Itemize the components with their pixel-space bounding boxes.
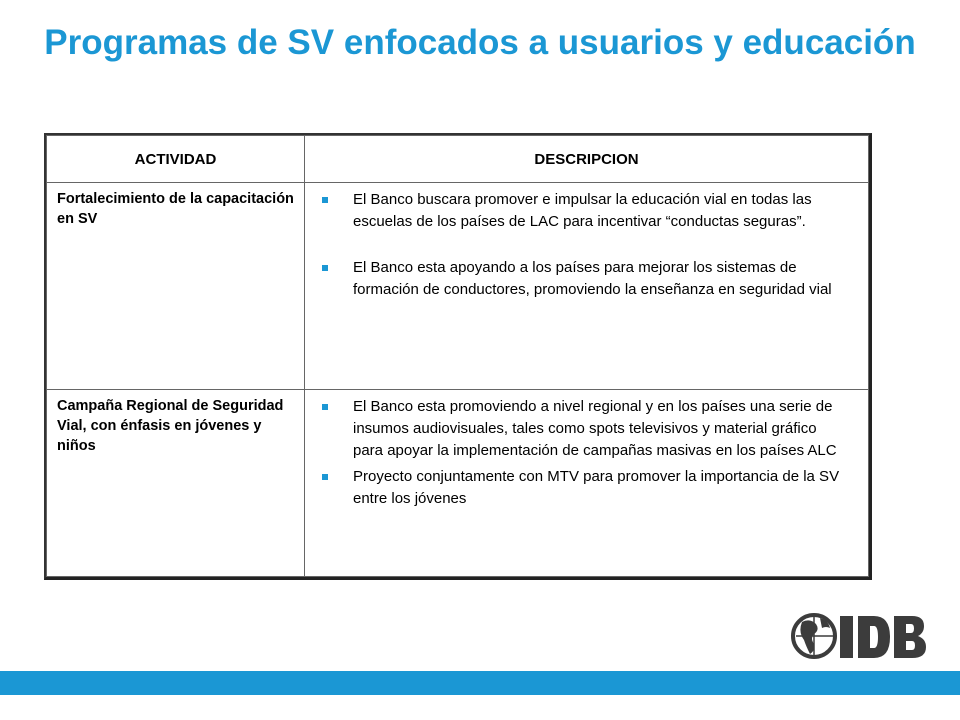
list-item-text: El Banco buscara promover e impulsar la educación vial en todas las escuelas de los países de LAC para incentivar “conductas seguras”. <box>353 191 812 230</box>
table-header-row <box>47 136 869 183</box>
table-row <box>47 183 869 390</box>
header-description: DESCRIPCION <box>305 136 869 183</box>
square-bullet-icon <box>322 404 328 410</box>
table-row <box>47 390 869 577</box>
slide-title: Programas de SV enfocados a usuarios y educación <box>44 23 916 62</box>
description-list <box>315 396 850 510</box>
header-activity: ACTIVIDAD <box>47 136 305 183</box>
square-bullet-icon <box>322 265 328 271</box>
list-item-text: Proyecto conjuntamente con MTV para promover la importancia de la SV entre los jóvenes <box>353 468 840 507</box>
activity-cell: Campaña Regional de Seguridad Vial, con énfasis en jóvenes y niños <box>47 390 305 577</box>
description-cell <box>305 390 869 577</box>
list-item <box>315 257 850 301</box>
list-item <box>315 396 850 462</box>
footer-bar <box>0 671 960 695</box>
idb-logo <box>790 606 930 664</box>
square-bullet-icon <box>322 474 328 480</box>
list-item <box>315 466 850 510</box>
list-item-text: El Banco esta promoviendo a nivel regional y en los países una serie de insumos audiovisuales, tales como spots televisivos y material gráfico para apoyar la implementación de campañas masivas en los países ALC <box>353 398 837 459</box>
globe-americas-icon <box>790 606 930 664</box>
description-list <box>315 189 850 301</box>
description-cell <box>305 183 869 390</box>
square-bullet-icon <box>322 197 328 203</box>
list-item <box>315 189 850 233</box>
list-item-text: El Banco esta apoyando a los países para mejorar los sistemas de formación de conductores, promoviendo la enseñanza en seguridad vial <box>353 259 832 298</box>
programs-table <box>44 133 872 580</box>
activity-cell: Fortalecimiento de la capacitación en SV <box>47 183 305 390</box>
